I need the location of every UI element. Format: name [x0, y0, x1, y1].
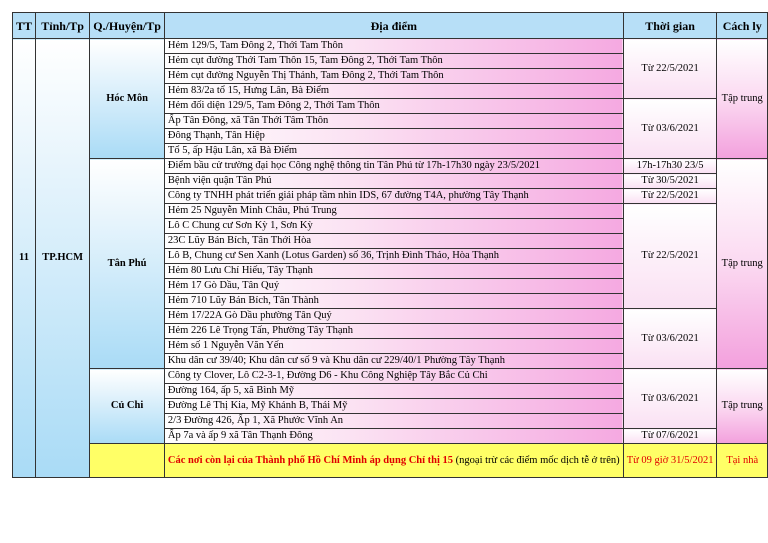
location-cell: Ấp Tân Đông, xã Tân Thới Tâm Thôn — [164, 114, 623, 129]
header-location: Địa điểm — [164, 13, 623, 39]
location-cell: Công ty Clover, Lô C2-3-1, Đường D6 - Khu Công Nghiệp Tây Bắc Củ Chi — [164, 369, 623, 384]
remaining-isolation-cell: Tại nhà — [717, 444, 768, 478]
time-cell: Từ 03/6/2021 — [623, 309, 717, 369]
location-cell: Khu dân cư 39/40; Khu dân cư số 9 và Khu dân cư 229/40/1 Phường Tây Thạnh — [164, 354, 623, 369]
tt-cell: 11 — [13, 39, 36, 478]
location-cell: Điểm bầu cử trường đại học Công nghệ thông tin Tân Phú từ 17h-17h30 ngày 23/5/2021 — [164, 159, 623, 174]
district-tan-phu: Tân Phú — [90, 159, 165, 369]
location-cell: Hẻm cụt đường Nguyễn Thị Thảnh, Tam Đông 2, Thới Tam Thôn — [164, 69, 623, 84]
location-cell: Hẻm 17 Gò Dầu, Tân Quý — [164, 279, 623, 294]
time-cell: Từ 30/5/2021 — [623, 174, 717, 189]
district-cu-chi: Củ Chi — [90, 369, 165, 444]
location-cell: Hẻm cụt đường Thới Tam Thôn 15, Tam Đông 2, Thới Tam Thôn — [164, 54, 623, 69]
location-cell: Hẻm 17/22A Gò Dầu phường Tân Quý — [164, 309, 623, 324]
table-row — [13, 369, 768, 384]
location-cell: 2/3 Đường 426, Ấp 1, Xã Phước Vĩnh An — [164, 414, 623, 429]
time-cell: Từ 03/6/2021 — [623, 369, 717, 429]
isolation-cell: Tập trung — [717, 159, 768, 369]
time-cell: 17h-17h30 23/5 — [623, 159, 717, 174]
location-cell: 23C Lũy Bán Bích, Tân Thới Hòa — [164, 234, 623, 249]
location-cell: Hẻm 83/2a tổ 15, Hưng Lân, Bà Điểm — [164, 84, 623, 99]
location-cell: Lô C Chung cư Sơn Kỳ 1, Sơn Kỳ — [164, 219, 623, 234]
time-cell: Từ 22/5/2021 — [623, 204, 717, 309]
location-cell: Hẻm đối diện 129/5, Tam Đông 2, Thới Tam Thôn — [164, 99, 623, 114]
remaining-time-cell: Từ 09 giờ 31/5/2021 — [623, 444, 717, 478]
location-cell: Đường Lê Thị Kia, Mỹ Khánh B, Thái Mỹ — [164, 399, 623, 414]
header-isolation: Cách ly — [717, 13, 768, 39]
remaining-areas-directive: Các nơi còn lại của Thành phố Hồ Chí Minh áp dụng Chỉ thị 15 — [167, 454, 454, 466]
location-cell: Hẻm 25 Nguyễn Minh Châu, Phú Trung — [164, 204, 623, 219]
location-cell: Bệnh viện quận Tân Phú — [164, 174, 623, 189]
location-cell: Đông Thạnh, Tân Hiệp — [164, 129, 623, 144]
location-cell: Hẻm 226 Lê Trọng Tấn, Phường Tây Thạnh — [164, 324, 623, 339]
location-cell: Hẻm số 1 Nguyễn Văn Yến — [164, 339, 623, 354]
table-row — [13, 159, 768, 174]
location-cell: Công ty TNHH phát triển giải pháp tầm nhìn IDS, 67 đường T4A, phường Tây Thạnh — [164, 189, 623, 204]
header-district: Q./Huyện/Tp — [90, 13, 165, 39]
location-cell: Tổ 5, ấp Hậu Lân, xã Bà Điểm — [164, 144, 623, 159]
location-cell: Ấp 7a và ấp 9 xã Tân Thạnh Đông — [164, 429, 623, 444]
quarantine-table — [12, 12, 768, 478]
header-tt: TT — [13, 13, 36, 39]
location-cell: Lô B, Chung cư Sen Xanh (Lotus Garden) số 36, Trịnh Đình Thảo, Hòa Thạnh — [164, 249, 623, 264]
time-cell: Từ 03/6/2021 — [623, 99, 717, 159]
time-cell: Từ 07/6/2021 — [623, 429, 717, 444]
district-hoc-mon: Hóc Môn — [90, 39, 165, 159]
header-time: Thời gian — [623, 13, 717, 39]
time-cell: Từ 22/5/2021 — [623, 39, 717, 99]
table-row-remaining — [13, 444, 768, 478]
isolation-cell: Tập trung — [717, 369, 768, 444]
isolation-cell: Tập trung — [717, 39, 768, 159]
location-cell: Hẻm 710 Lũy Bán Bích, Tân Thành — [164, 294, 623, 309]
header-row — [13, 13, 768, 39]
time-cell: Từ 22/5/2021 — [623, 189, 717, 204]
remaining-areas-cell — [164, 444, 623, 478]
district-empty-cell — [90, 444, 165, 478]
remaining-areas-note: (ngoại trừ các điểm mốc dịch tễ ở trên) — [453, 454, 620, 466]
location-cell: Hẻm 80 Lưu Chí Hiếu, Tây Thạnh — [164, 264, 623, 279]
province-cell: TP.HCM — [36, 39, 90, 478]
header-province: Tỉnh/Tp — [36, 13, 90, 39]
location-cell: Đường 164, ấp 5, xã Bình Mỹ — [164, 384, 623, 399]
table-row — [13, 39, 768, 54]
location-cell: Hẻm 129/5, Tam Đông 2, Thới Tam Thôn — [164, 39, 623, 54]
